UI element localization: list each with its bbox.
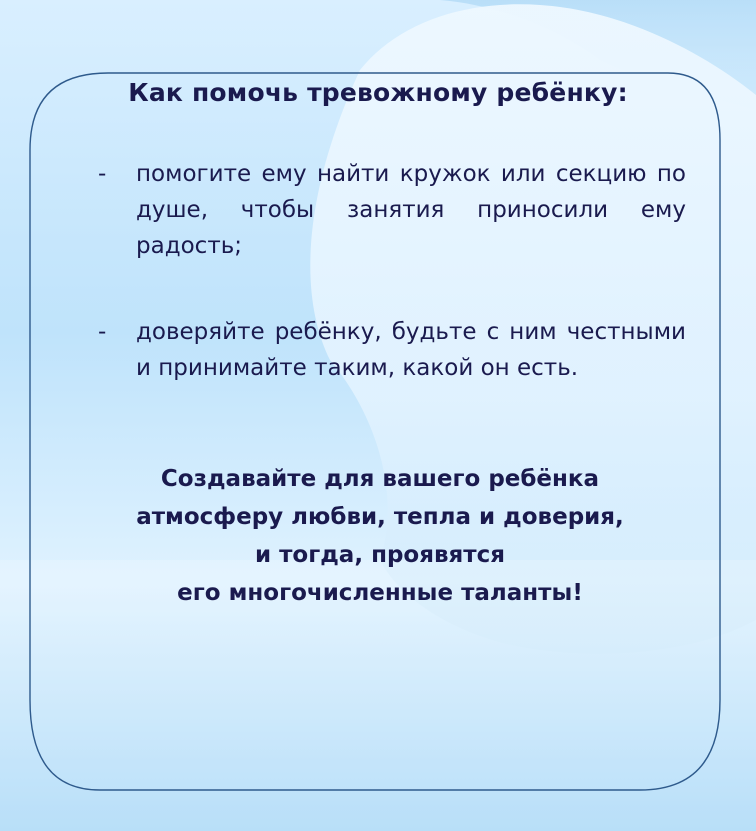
- tip-text: доверяйте ребёнку, будьте с ним честными и принимайте таким, какой он есть.: [136, 319, 686, 381]
- bullet-dash: -: [98, 161, 107, 187]
- closing-line: атмосферу любви, тепла и доверия,: [136, 504, 624, 530]
- tip-text: помогите ему найти кружок или секцию по душе, чтобы занятия приносили ему радость;: [136, 161, 686, 259]
- closing-message: [40, 460, 720, 612]
- closing-line: его многочисленные таланты!: [177, 580, 583, 606]
- closing-line: Создавайте для вашего ребёнка: [160, 466, 600, 492]
- closing-line: и тогда, проявятся: [254, 542, 506, 568]
- bullet-dash: -: [98, 319, 107, 345]
- page-title: Как помочь тревожному ребёнку:: [128, 78, 628, 107]
